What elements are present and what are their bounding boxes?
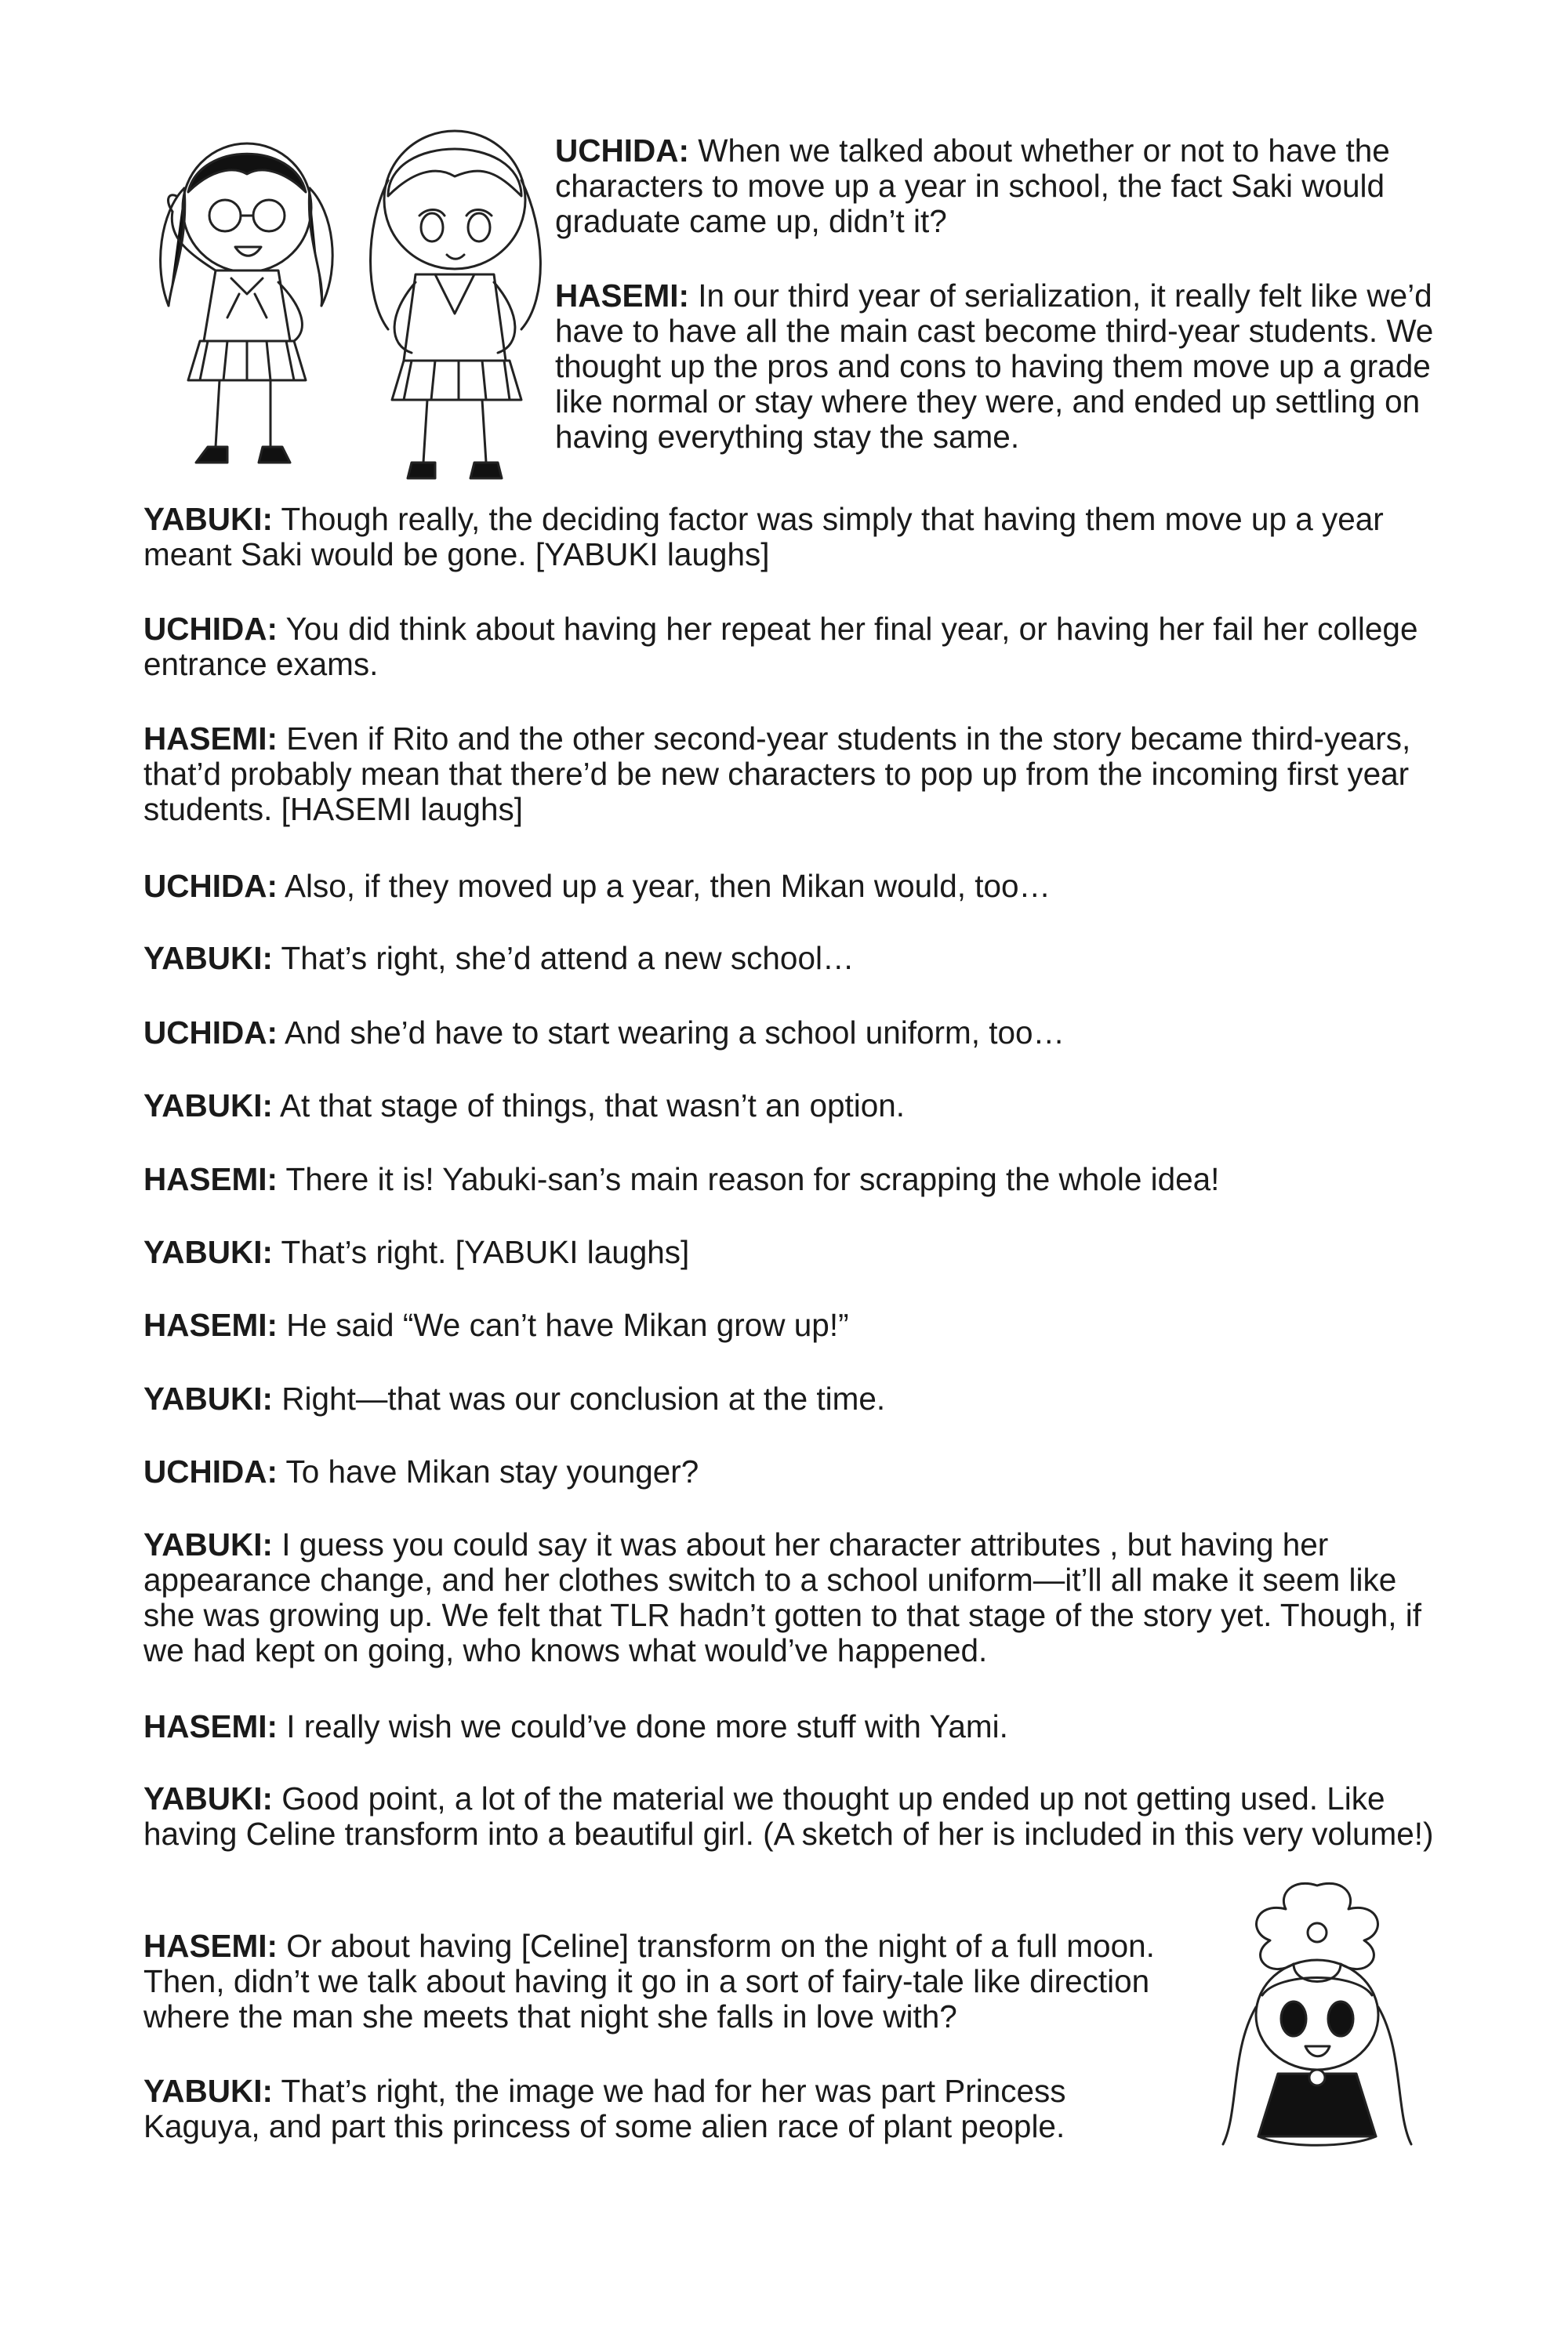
speaker-label: HASEMI: xyxy=(143,720,278,757)
dialogue-text: That’s right, she’d attend a new school… xyxy=(273,940,855,976)
dialogue-paragraph xyxy=(143,1527,1437,1668)
dialogue-paragraph xyxy=(143,2074,1186,2144)
dialogue-text: That’s right. [YABUKI laughs] xyxy=(273,1234,690,1270)
speaker-label: HASEMI: xyxy=(143,1161,278,1197)
dialogue-paragraph xyxy=(143,1015,1437,1051)
dialogue-text: When we talked about whether or not to have the characters to move up a year in school, the fact Saki would graduate came up, didn’t it? xyxy=(555,132,1390,239)
dialogue-paragraph xyxy=(143,1781,1437,1852)
speaker-label: UCHIDA: xyxy=(143,1454,278,1490)
dialogue-text: Even if Rito and the other second-year students in the story became third-years, that’d probably mean that there’d be new characters to pop up from the incoming first year students. [HASEMI laughs] xyxy=(143,720,1411,827)
speaker-label: HASEMI: xyxy=(143,1708,278,1744)
dialogue-text: Also, if they moved up a year, then Mikan would, too… xyxy=(277,868,1051,904)
speaker-label: HASEMI: xyxy=(143,1307,278,1343)
speaker-label: YABUKI: xyxy=(143,1526,274,1563)
speaker-label: YABUKI: xyxy=(143,1087,274,1123)
speaker-label: YABUKI: xyxy=(143,501,274,537)
speaker-label: UCHIDA: xyxy=(143,611,278,647)
dialogue-text: He said “We can’t have Mikan grow up!” xyxy=(278,1307,849,1343)
dialogue-text: Though really, the deciding factor was simply that having them move up a year meant Saki would be gone. [YABUKI laughs] xyxy=(143,501,1384,572)
dialogue-text: I really wish we could’ve done more stuff with Yami. xyxy=(278,1708,1008,1744)
dialogue-text: In our third year of serialization, it really felt like we’d have to have all the main cast become third-year students. We thought up the pros and cons to having them move up a grade like normal or stay where they were, and ended up settling on having everything stay the same. xyxy=(555,278,1434,455)
speaker-label: UCHIDA: xyxy=(143,868,278,904)
speaker-label: YABUKI: xyxy=(143,1234,274,1270)
dialogue-paragraph xyxy=(143,1235,1437,1270)
dialogue-text: You did think about having her repeat her final year, or having her fail her college entrance exams. xyxy=(143,611,1418,682)
dialogue-paragraph xyxy=(143,721,1437,827)
dialogue-paragraph xyxy=(143,1709,1437,1744)
speaker-label: YABUKI: xyxy=(143,2073,274,2109)
wavy-hair-girl-figure xyxy=(371,131,541,478)
dialogue-text: That’s right, the image we had for her was part Princess Kaguya, and part this princess of some alien race of plant people. xyxy=(143,2073,1066,2144)
dialogue-paragraph xyxy=(143,1929,1186,2034)
dialogue-paragraph xyxy=(555,278,1480,455)
speaker-label: HASEMI: xyxy=(555,278,689,314)
dialogue-paragraph xyxy=(143,612,1437,682)
dialogue-paragraph xyxy=(143,1162,1437,1197)
chibi-schoolgirls-illustration xyxy=(153,118,568,486)
dialogue-paragraph xyxy=(143,869,1437,904)
dialogue-text: Good point, a lot of the material we thought up ended up not getting used. Like having Celine transform into a beautiful girl. (A sketch of her is included in this very volume!) xyxy=(143,1780,1434,1852)
celine-chibi-illustration xyxy=(1176,1878,1458,2160)
dialogue-text: I guess you could say it was about her character attributes , but having her appearance change, and her clothes switch to a school uniform—it’ll all make it seem like she was growing up. We felt that TLR hadn’t gotten to that stage of the story yet. Though, if we had kept on going, who knows what would’ve happened. xyxy=(143,1526,1421,1668)
dialogue-text: And she’d have to start wearing a school uniform, too… xyxy=(277,1014,1065,1051)
dialogue-paragraph xyxy=(143,1088,1437,1123)
speaker-label: YABUKI: xyxy=(143,940,274,976)
glasses-girl-figure xyxy=(161,143,333,463)
dialogue-paragraph xyxy=(555,133,1480,239)
speaker-label: YABUKI: xyxy=(143,1381,274,1417)
dialogue-text: Or about having [Celine] transform on the night of a full moon. Then, didn’t we talk about having it go in a sort of fairy-tale like direction where the man she meets that night she falls in love with? xyxy=(143,1928,1155,2034)
dialogue-paragraph xyxy=(143,941,1437,976)
dialogue-text: Right—that was our conclusion at the time. xyxy=(273,1381,886,1417)
speaker-label: UCHIDA: xyxy=(555,132,689,169)
dialogue-paragraph xyxy=(143,502,1437,572)
dialogue-text: At that stage of things, that wasn’t an option. xyxy=(273,1087,906,1123)
dialogue-paragraph xyxy=(143,1381,1437,1417)
speaker-label: UCHIDA: xyxy=(143,1014,278,1051)
speaker-label: HASEMI: xyxy=(143,1928,278,1964)
dialogue-paragraph xyxy=(143,1308,1437,1343)
speaker-label: YABUKI: xyxy=(143,1780,274,1817)
dialogue-text: To have Mikan stay younger? xyxy=(277,1454,699,1490)
dialogue-paragraph xyxy=(143,1454,1437,1490)
dialogue-text: There it is! Yabuki-san’s main reason for scrapping the whole idea! xyxy=(278,1161,1220,1197)
